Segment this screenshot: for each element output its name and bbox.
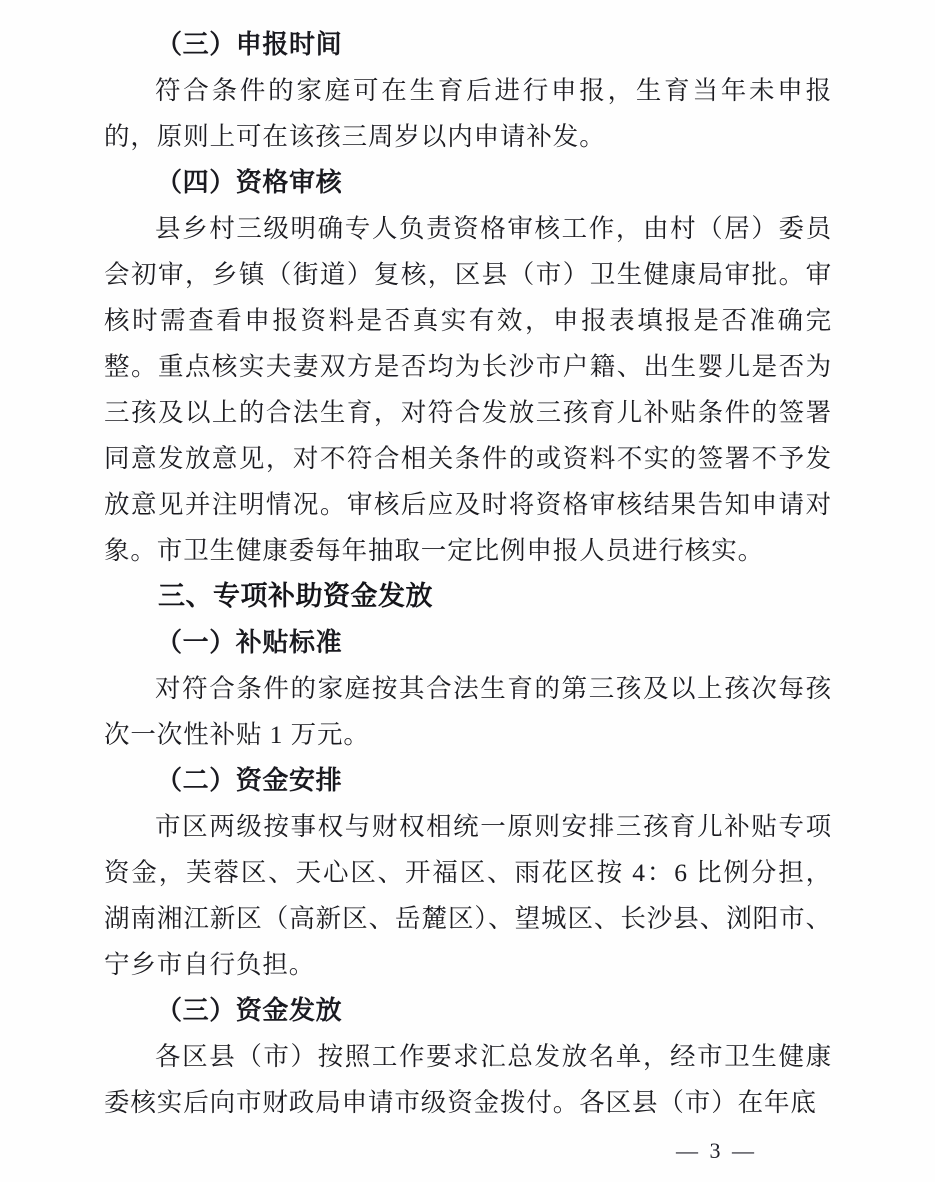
heading-application-time: （三）申报时间 xyxy=(156,30,343,59)
heading-section-three: 三、专项补助资金发放 xyxy=(158,581,433,612)
page-footer xyxy=(0,1138,935,1164)
paragraph-fund-arrangement: 市区两级按事权与财权相统一原则安排三孩育儿补贴专项资金，芙蓉区、天心区、开福区、雨花区按 4：6 比例分担，湖南湘江新区（高新区、岳麓区）、望城区、长沙县、浏阳市、宁乡市自行负担。 xyxy=(104,812,832,979)
heading-qualification-review: （四）资格审核 xyxy=(156,168,343,197)
paragraph-fund-disbursement: 各区县（市）按照工作要求汇总发放名单，经市卫生健康委核实后向市财政局申请市级资金拨付。各区县（市）在年底 xyxy=(104,1042,832,1117)
heading-fund-disbursement: （三）资金发放 xyxy=(156,996,343,1025)
paragraph-qualification-review: 县乡村三级明确专人负责资格审核工作，由村（居）委员会初审，乡镇（街道）复核，区县（市）卫生健康局审批。审核时需查看申报资料是否真实有效，申报表填报是否准确完整。重点核实夫妻双方是否均为长沙市户籍、出生婴儿是否为三孩及以上的合法生育，对符合发放三孩育儿补贴条件的签署同意发放意见，对不符合相关条件的或资料不实的签署不予发放意见并注明情况。审核后应及时将资格审核结果告知申请对象。市卫生健康委每年抽取一定比例申报人员进行核实。 xyxy=(104,214,832,565)
heading-fund-arrangement: （二）资金安排 xyxy=(156,766,343,795)
heading-subsidy-standard: （一）补贴标准 xyxy=(156,628,343,657)
paragraph-application-time: 符合条件的家庭可在生育后进行申报，生育当年未申报的，原则上可在该孩三周岁以内申请补发。 xyxy=(104,76,832,151)
page-number: — 3 — xyxy=(676,1138,757,1163)
paragraph-subsidy-standard: 对符合条件的家庭按其合法生育的第三孩及以上孩次每孩次一次性补贴 1 万元。 xyxy=(104,674,832,749)
document-body xyxy=(104,22,832,1126)
